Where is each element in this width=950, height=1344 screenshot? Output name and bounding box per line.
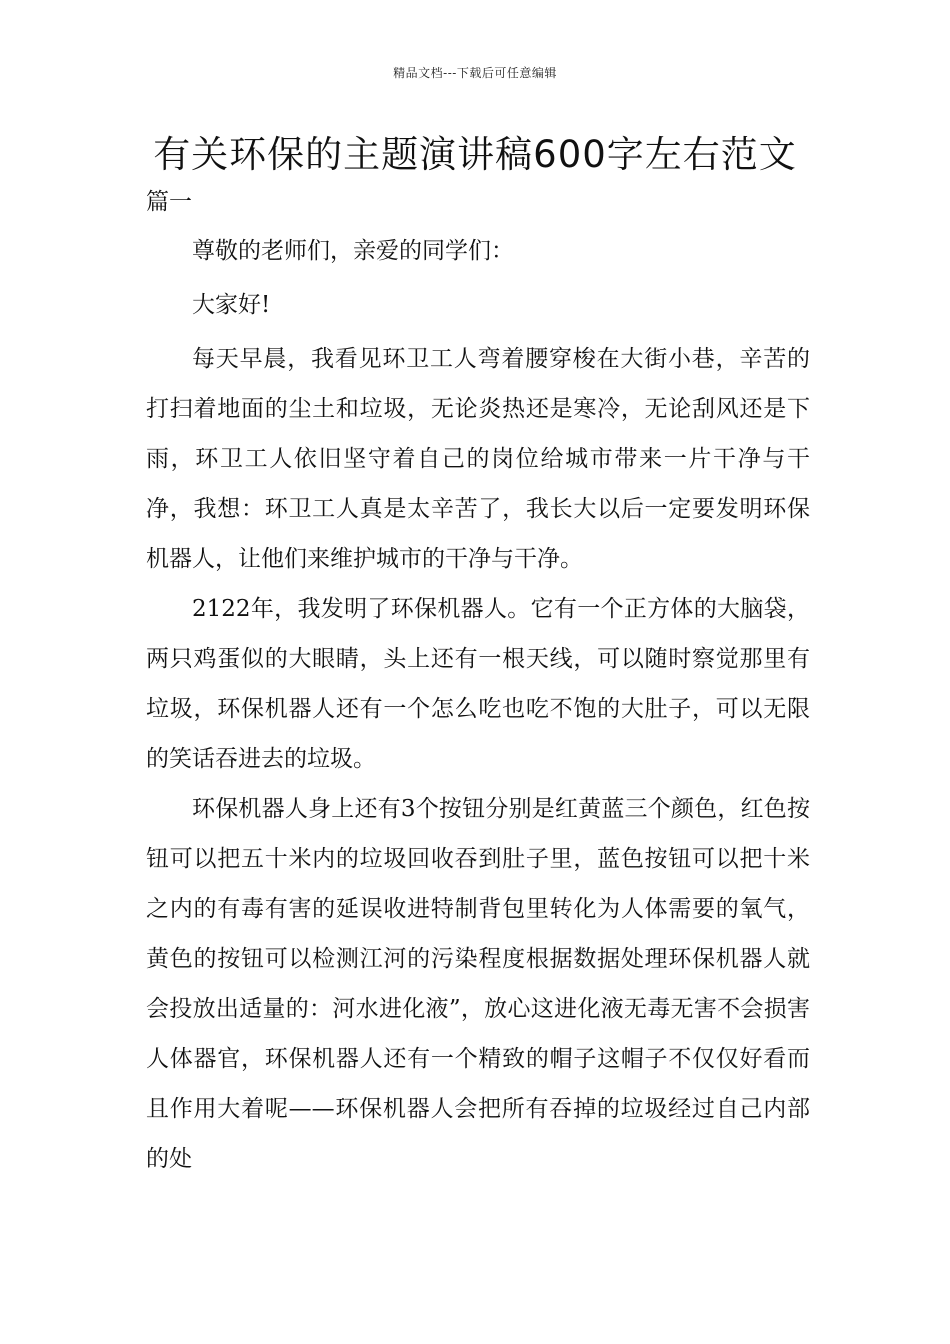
paragraph: 环保机器人身上还有3个按钮分别是红黄蓝三个颜色，红色按钮可以把五十米内的垃圾回收吞到肚子里，蓝色按钮可以把十米之内的有毒有害的延误收进特制背包里转化为人体需要的氧气，黄色的按钮可以检测江河的污染程度根据数据处理环保机器人就会投放出适量的：河水进化液”，放心这进化液无毒无害不会损害人体器官，环保机器人还有一个精致的帽子这帽子不仅仅好看而且作用大着呢——环保机器人会把所有吞掉的垃圾经过自己内部的处: [146, 796, 810, 1172]
document-body: [146, 226, 810, 1184]
section-label: 篇一: [146, 189, 192, 215]
paragraph-salutation: 尊敬的老师们，亲爱的同学们：: [192, 238, 514, 264]
header-note: 精品文档---下载后可任意编辑: [393, 66, 557, 80]
document-title: 有关环保的主题演讲稿600字左右范文: [153, 133, 797, 176]
paragraph: 2122年，我发明了环保机器人。它有一个正方体的大脑袋，两只鸡蛋似的大眼睛，头上还有一根天线，可以随时察觉那里有垃圾，环保机器人还有一个怎么吃也吃不饱的大肚子，可以无限的笑话吞进去的垃圾。: [146, 596, 810, 772]
paragraph: 每天早晨，我看见环卫工人弯着腰穿梭在大街小巷，辛苦的打扫着地面的尘土和垃圾，无论炎热还是寒冷，无论刮风还是下雨，环卫工人依旧坚守着自己的岗位给城市带来一片干净与干净，我想：环卫工人真是太辛苦了，我长大以后一定要发明环保机器人，让他们来维护城市的干净与干净。: [146, 346, 810, 572]
paragraph-greeting: 大家好!: [192, 292, 271, 318]
